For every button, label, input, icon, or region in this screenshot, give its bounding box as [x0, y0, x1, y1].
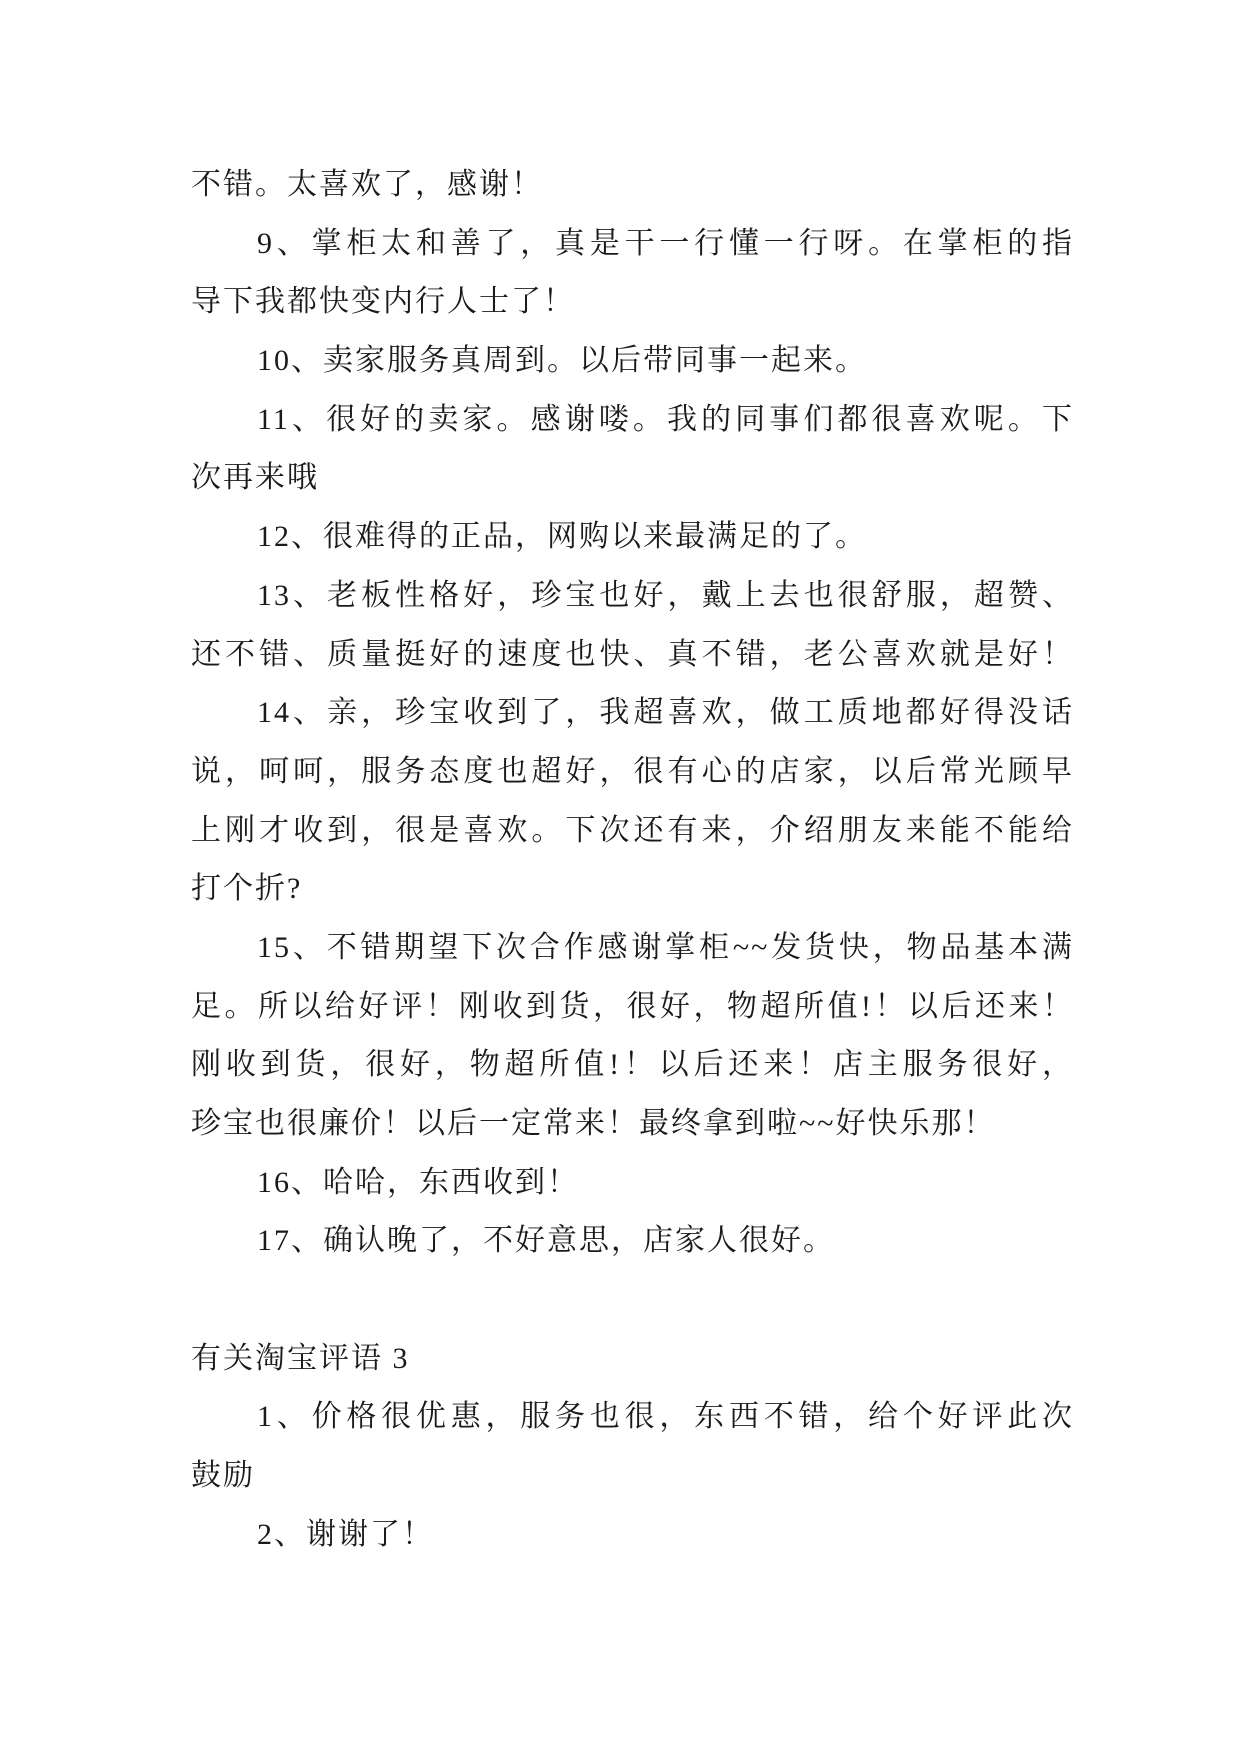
review-item-15: [191, 919, 1074, 1154]
text-line: 导下我都快变内行人士了！: [191, 285, 575, 319]
text-line: 12、很难得的正品，网购以来最满足的了。: [257, 520, 867, 554]
section-review-item-1: [191, 1388, 1074, 1505]
text-line: 16、哈哈，东西收到！: [257, 1165, 579, 1199]
text-line: 鼓励: [191, 1459, 255, 1493]
text-line: 上刚才收到，很是喜欢。下次还有来，介绍朋友来能不能给: [191, 813, 1074, 847]
text-line: 不错。太喜欢了，感谢！: [191, 168, 543, 201]
review-item-16: [191, 1154, 1074, 1213]
text-line: 说，呵呵，服务态度也超好，很有心的店家，以后常光顾早: [191, 754, 1074, 788]
text-line: 2、谢谢了！: [257, 1517, 434, 1551]
text-line: 17、确认晚了，不好意思，店家人很好。: [257, 1224, 835, 1258]
text-line: 次再来哦: [191, 461, 319, 495]
text-line: 刚收到货，很好，物超所值!！以后还来！店主服务很好，: [191, 1048, 1074, 1082]
text-line: 15、不错期望下次合作感谢掌柜~~发货快，物品基本满: [257, 930, 1074, 964]
text-line: 13、老板性格好，珍宝也好，戴上去也很舒服，超赞、: [257, 578, 1074, 612]
review-item-13: [191, 567, 1074, 684]
review-item-10: [191, 332, 1074, 391]
review-item-12: [191, 508, 1074, 567]
review-item-11: [191, 391, 1074, 508]
review-item-17: [191, 1212, 1074, 1271]
text-line: 还不错、质量挺好的速度也快、真不错，老公喜欢就是好！: [191, 637, 1074, 671]
section-heading: 有关淘宝评语 3: [191, 1341, 410, 1375]
paragraph-continuation: [191, 156, 1074, 215]
review-item-14: [191, 684, 1074, 919]
text-line: 14、亲，珍宝收到了，我超喜欢，做工质地都好得没话: [257, 696, 1074, 730]
text-line: 10、卖家服务真周到。以后带同事一起来。: [257, 344, 867, 378]
review-item-9: [191, 215, 1074, 332]
document-body: [191, 156, 1074, 1565]
text-line: 足。所以给好评！刚收到货，很好，物超所值!！以后还来！: [191, 989, 1074, 1023]
text-line: 11、很好的卖家。感谢喽。我的同事们都很喜欢呢。下: [257, 402, 1074, 436]
text-line: 打个折?: [191, 872, 303, 906]
section-review-item-2: [191, 1506, 1074, 1565]
text-line: 9、掌柜太和善了，真是干一行懂一行呀。在掌柜的指: [257, 226, 1074, 260]
text-line: 珍宝也很廉价！以后一定常来！最终拿到啦~~好快乐那！: [191, 1107, 996, 1140]
text-line: 1、价格很优惠，服务也很，东西不错，给个好评此次: [257, 1400, 1074, 1434]
